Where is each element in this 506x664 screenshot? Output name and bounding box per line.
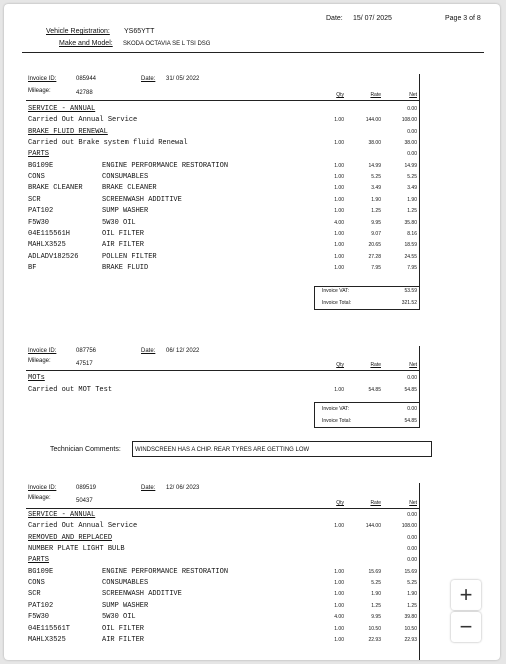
zoom-in-button[interactable]	[451, 580, 481, 610]
invoice-id-label: Invoice ID:	[28, 348, 57, 354]
invoice-date-value: 31/ 05/ 2022	[166, 76, 200, 82]
line-code: F5W30	[28, 218, 50, 227]
line-code: PAT102	[28, 601, 54, 610]
line-description: OIL FILTER	[102, 229, 145, 238]
line-net: 1.25	[407, 208, 417, 215]
invoice-date-label: Date:	[141, 348, 156, 354]
line-qty: 1.00	[334, 264, 344, 271]
line-rate: 38.00	[368, 140, 381, 147]
line-net: 35.80	[404, 219, 417, 226]
line-rate: 3.49	[371, 185, 381, 192]
line-rate: 22.93	[368, 636, 381, 643]
invoice-right-rule	[419, 346, 420, 404]
page-indicator: Page 3 of 8	[445, 15, 481, 22]
line-qty: 1.00	[334, 591, 344, 598]
invoice-total-value: 54.85	[404, 418, 417, 424]
line-rate: 1.90	[371, 196, 381, 203]
line-qty: 1.00	[334, 208, 344, 215]
line-description: 5W30 OIL	[102, 218, 136, 227]
invoice-vat-value: 53.59	[404, 288, 417, 294]
invoice-id-value: 087756	[76, 348, 97, 354]
line-rate: 144.00	[365, 117, 381, 124]
line-code: BRAKE CLEANER	[28, 184, 83, 193]
line-description: 5W30 OIL	[102, 613, 136, 622]
report-date-label: Date:	[326, 15, 343, 22]
line-code: NUMBER PLATE LIGHT BULB	[28, 545, 125, 554]
line-net: 0.00	[407, 546, 417, 553]
line-code: CONS	[28, 579, 45, 588]
line-net: 1.90	[407, 196, 417, 203]
line-code: SERVICE - ANNUAL	[28, 511, 96, 519]
line-net: 18.59	[404, 242, 417, 249]
invoice-right-rule	[419, 74, 420, 288]
invoice-vat-label: Invoice VAT:	[322, 288, 350, 294]
net-header: Net	[409, 92, 417, 98]
line-net: 0.00	[407, 557, 417, 564]
line-code: Carried Out Annual Service	[28, 116, 138, 125]
line-net: 8.16	[407, 230, 417, 237]
line-net: 5.25	[407, 174, 417, 181]
line-rate: 9.95	[371, 614, 381, 621]
line-code: F5W30	[28, 613, 50, 622]
line-code: BG109E	[28, 567, 54, 576]
line-net: 14.99	[404, 162, 417, 169]
rate-header: Rate	[370, 92, 381, 98]
line-net: 0.00	[407, 128, 417, 135]
line-rate: 144.00	[365, 523, 381, 530]
line-qty: 1.00	[334, 625, 344, 632]
line-code: ADLADV182526	[28, 252, 79, 261]
technician-comments-value: WINDSCREEN HAS A CHIP. REAR TYRES ARE GETTING LOW	[135, 447, 310, 453]
document-page	[4, 4, 500, 660]
line-qty: 1.00	[334, 230, 344, 237]
line-qty: 1.00	[334, 185, 344, 192]
line-description: SCREENWASH ADDITIVE	[102, 590, 182, 599]
rate-header: Rate	[370, 500, 381, 506]
line-net: 108.00	[401, 117, 417, 124]
line-code: MAHLX3525	[28, 241, 66, 250]
plus-icon: +	[459, 582, 473, 607]
net-header: Net	[409, 362, 417, 368]
make-model-value: SKODA OCTAVIA SE L TSI DSG	[123, 41, 211, 47]
line-rate: 1.25	[371, 208, 381, 215]
line-net: 38.00	[404, 140, 417, 147]
invoice-total-label: Invoice Total:	[322, 300, 352, 306]
invoice-total-value: 321.52	[401, 300, 417, 306]
line-net: 1.90	[407, 591, 417, 598]
line-code: MAHLX3525	[28, 635, 66, 644]
line-description: AIR FILTER	[102, 241, 145, 250]
line-description: POLLEN FILTER	[102, 252, 157, 261]
line-rate: 54.85	[368, 386, 381, 393]
line-rate: 15.69	[368, 568, 381, 575]
line-qty: 1.00	[334, 602, 344, 609]
line-net: 39.80	[404, 614, 417, 621]
invoice-rule	[26, 508, 419, 509]
line-code: Carried out Brake system fluid Renewal	[28, 139, 188, 148]
line-net: 22.93	[404, 636, 417, 643]
mileage-value: 50437	[76, 498, 93, 504]
line-description: OIL FILTER	[102, 624, 145, 633]
technician-comments-label: Technician Comments:	[50, 446, 121, 453]
line-code: MOTs	[28, 374, 45, 382]
qty-header: Qty	[336, 500, 344, 506]
line-net: 5.25	[407, 580, 417, 587]
mileage-value: 42788	[76, 90, 93, 96]
invoice-id-value: 089519	[76, 485, 97, 491]
line-description: ENGINE PERFORMANCE RESTORATION	[102, 567, 229, 576]
make-model-label: Make and Model:	[59, 40, 113, 47]
line-description: SCREENWASH ADDITIVE	[102, 195, 182, 204]
zoom-out-button[interactable]	[451, 612, 481, 642]
line-net: 108.00	[401, 523, 417, 530]
invoice-date-value: 12/ 06/ 2023	[166, 485, 200, 491]
line-qty: 4.00	[334, 219, 344, 226]
line-code: PARTS	[28, 150, 50, 159]
line-net: 15.69	[404, 568, 417, 575]
invoice-id-label: Invoice ID:	[28, 485, 57, 491]
mileage-label: Mileage:	[28, 88, 51, 94]
line-qty: 1.00	[334, 386, 344, 393]
line-code: Carried out MOT Test	[28, 385, 113, 394]
line-net: 10.50	[404, 625, 417, 632]
line-description: CONSUMABLES	[102, 173, 149, 182]
line-rate: 9.95	[371, 219, 381, 226]
line-code: 04E115561H	[28, 229, 71, 238]
line-rate: 7.95	[371, 264, 381, 271]
line-description: BRAKE CLEANER	[102, 184, 157, 193]
line-net: 3.49	[407, 185, 417, 192]
line-rate: 5.25	[371, 174, 381, 181]
vehicle-registration-value: YS65YTT	[124, 28, 155, 35]
line-net: 0.00	[407, 151, 417, 158]
line-description: BRAKE FLUID	[102, 263, 149, 272]
line-code: Carried Out Annual Service	[28, 522, 138, 531]
vehicle-registration-label: Vehicle Registration:	[46, 28, 110, 35]
line-code: SCR	[28, 590, 41, 599]
line-net: 0.00	[407, 375, 417, 381]
net-header: Net	[409, 500, 417, 506]
line-description: SUMP WASHER	[102, 601, 149, 610]
line-qty: 4.00	[334, 614, 344, 621]
report-date-value: 15/ 07/ 2025	[353, 15, 392, 22]
line-qty: 1.00	[334, 162, 344, 169]
line-rate: 10.50	[368, 625, 381, 632]
line-rate: 14.99	[368, 162, 381, 169]
line-description: CONSUMABLES	[102, 579, 149, 588]
rate-header: Rate	[370, 362, 381, 368]
line-code: SERVICE - ANNUAL	[28, 105, 96, 113]
line-description: AIR FILTER	[102, 635, 145, 644]
line-qty: 1.00	[334, 196, 344, 203]
line-code: PARTS	[28, 556, 50, 565]
invoice-date-label: Date:	[141, 76, 156, 82]
line-qty: 1.00	[334, 117, 344, 124]
line-code: BF	[28, 263, 37, 272]
line-rate: 5.25	[371, 580, 381, 587]
line-rate: 27.28	[368, 253, 381, 260]
line-net: 0.00	[407, 512, 417, 518]
line-net: 7.95	[407, 264, 417, 271]
line-net: 24.55	[404, 253, 417, 260]
invoice-vat-value: 0.00	[407, 406, 417, 412]
invoice-rule	[26, 100, 419, 101]
line-qty: 1.00	[334, 580, 344, 587]
invoice-date-label: Date:	[141, 485, 156, 491]
line-net: 54.85	[404, 386, 417, 393]
line-description: ENGINE PERFORMANCE RESTORATION	[102, 161, 229, 170]
line-rate: 1.25	[371, 602, 381, 609]
invoice-id-value: 085944	[76, 76, 97, 82]
line-qty: 1.00	[334, 140, 344, 147]
minus-icon: −	[459, 614, 473, 639]
qty-header: Qty	[336, 92, 344, 98]
line-code: 04E115561T	[28, 624, 71, 633]
invoice-rule	[26, 370, 419, 371]
line-net: 0.00	[407, 106, 417, 112]
line-rate: 1.90	[371, 591, 381, 598]
line-code: SCR	[28, 195, 41, 204]
line-qty: 1.00	[334, 523, 344, 530]
mileage-label: Mileage:	[28, 358, 51, 364]
line-net: 1.25	[407, 602, 417, 609]
invoice-total-label: Invoice Total:	[322, 418, 352, 424]
invoice-right-rule	[419, 483, 420, 660]
mileage-value: 47517	[76, 361, 93, 367]
line-code: BRAKE FLUID RENEWAL	[28, 127, 108, 136]
line-description: SUMP WASHER	[102, 207, 149, 216]
invoice-vat-label: Invoice VAT:	[322, 406, 350, 412]
line-code: PAT102	[28, 207, 54, 216]
line-qty: 1.00	[334, 174, 344, 181]
header-divider	[22, 52, 484, 53]
line-qty: 1.00	[334, 568, 344, 575]
line-qty: 1.00	[334, 636, 344, 643]
mileage-label: Mileage:	[28, 495, 51, 501]
qty-header: Qty	[336, 362, 344, 368]
line-code: REMOVED AND REPLACED	[28, 533, 113, 542]
line-qty: 1.00	[334, 253, 344, 260]
line-code: BG109E	[28, 161, 54, 170]
line-rate: 9.07	[371, 230, 381, 237]
line-net: 0.00	[407, 534, 417, 541]
invoice-date-value: 06/ 12/ 2022	[166, 348, 200, 354]
line-qty: 1.00	[334, 242, 344, 249]
line-code: CONS	[28, 173, 45, 182]
line-rate: 20.65	[368, 242, 381, 249]
invoice-id-label: Invoice ID:	[28, 76, 57, 82]
